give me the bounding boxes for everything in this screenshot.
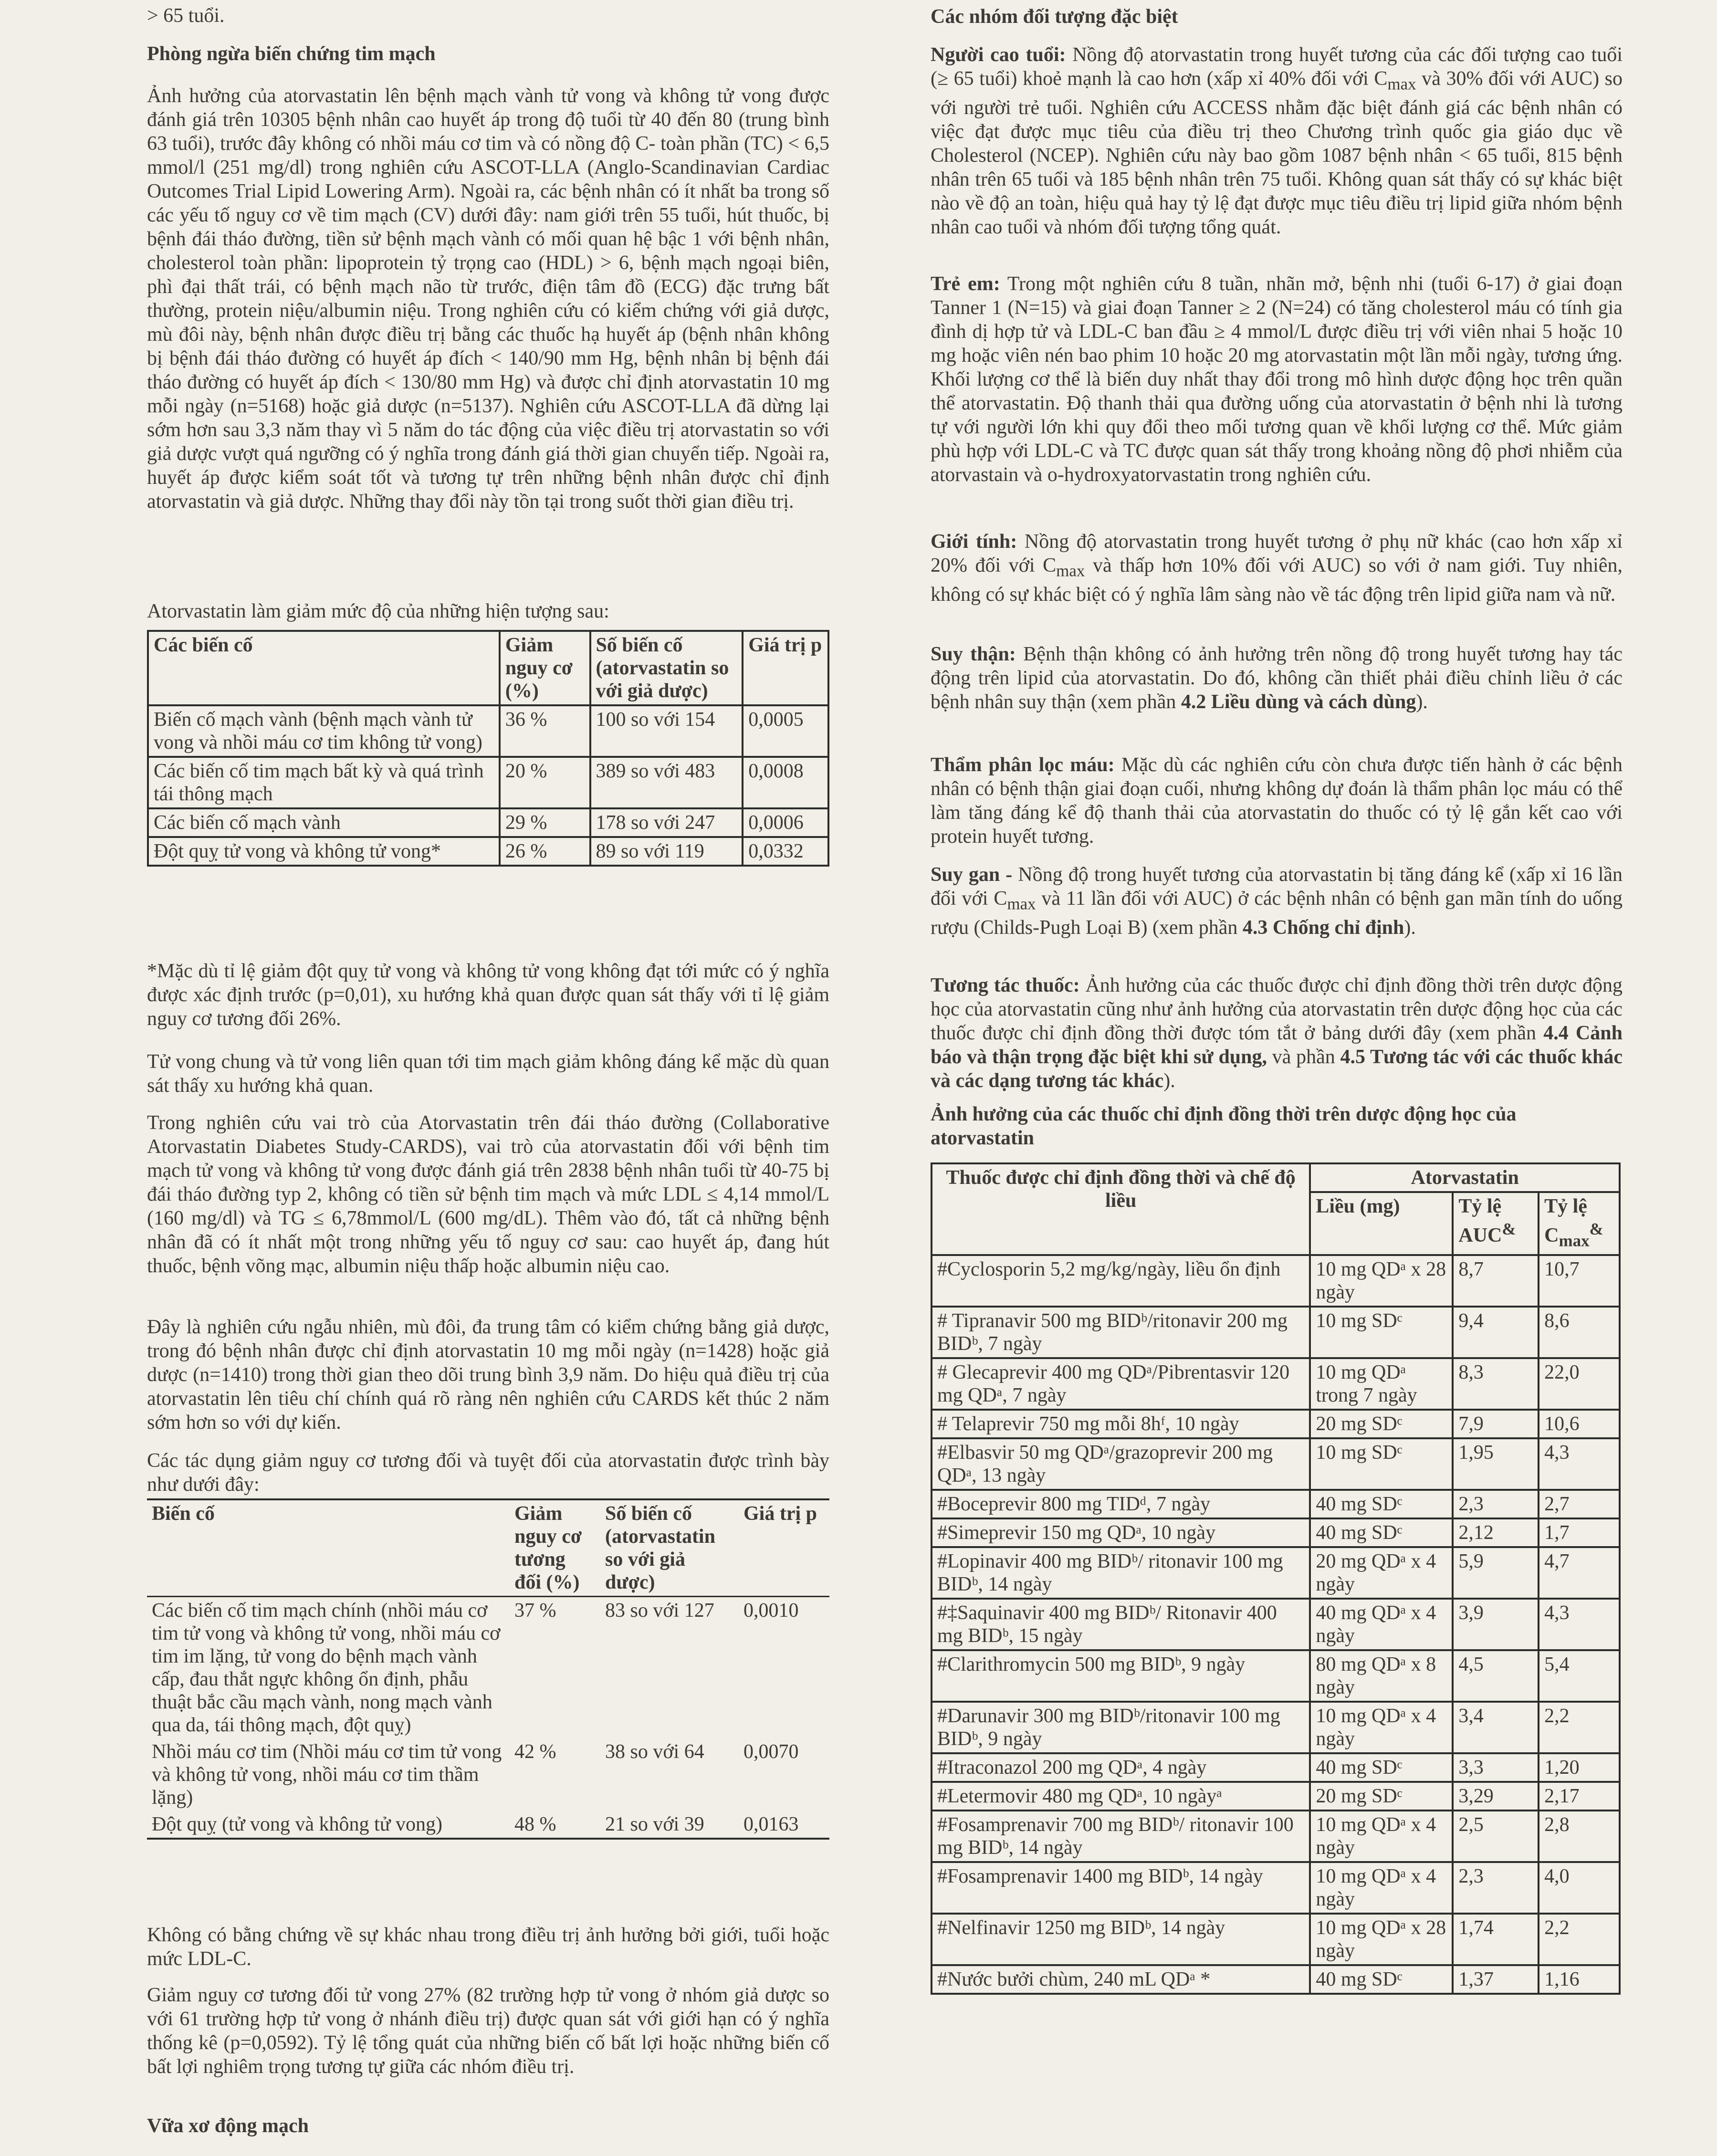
text-span: Mặc dù các nghiên cứu còn chưa được tiến hành ở các bệnh nhân có bệnh thận giai đoạn cuối, nhưng không dự đoán là thẩm phân lọc máu có thể làm tăng đáng kể độ thanh thải của atorvastatin do thuốc có tỷ lệ gắn kết cao với protein huyết tương. [931,754,1623,848]
table-cell: 29 % [500,808,590,837]
table-cell: 20 % [500,757,590,808]
label-sex: Giới tính: [931,531,1017,553]
table-header-cell: Giá trị p [743,631,828,705]
paragraph-mortality: Tử vong chung và tử vong liên quan tới tim mạch giảm không đáng kể mặc dù quan sát thấy xu hướng khả quan. [147,1051,829,1097]
cmax-ratio-cell: 1,20 [1539,1753,1620,1782]
auc-ratio-cell: 3,29 [1453,1782,1539,1811]
table-row [148,705,828,757]
label-hepatic: Suy gan - [931,864,1013,886]
auc-ratio-cell: 3,9 [1453,1599,1539,1650]
table-header-cell: Giảm nguy cơ tương đối (%) [514,1503,582,1593]
table-row [148,757,828,808]
paragraph-ascot: Ảnh hưởng của atorvastatin lên bệnh mạch vành tử vong và không tử vong được đánh giá trên 10305 bệnh nhân cao huyết áp trong độ tuổi từ 40 đến 80 (trung bình 63 tuổi), trước đây không có nhồi máu cơ tim và có nồng độ C- toàn phần (TC) < 6,5 mmol/l (251 mg/dl) trong nghiên cứu ASCOT-LLA (Anglo-Scandinavian Cardiac Outcomes Trial Lipid Lowering Arm). Ngoài ra, các bệnh nhân có ít nhất ba trong số các yếu tố nguy cơ về tim mạch (CV) dưới đây: nam giới trên 55 tuổi, hút thuốc, bị bệnh đái tháo đường, tiền sử bệnh mạch vành có mối quan hệ bậc 1 với bệnh nhân, cholesterol toàn phần: lipoprotein tỷ trọng cao (HDL) > 6, bệnh mạch ngoại biên, phì đại thất trái, có bệnh mạch não từ trước, điện tâm đồ (ECG) đặc trưng bất thường, protein niệu/albumin niệu. Trong nghiên cứu có kiểm chứng với giả dược, mù đôi này, bệnh nhân được điều trị bằng các thuốc hạ huyết áp (bệnh nhân không bị bệnh đái tháo đường có huyết áp đích < 140/90 mm Hg, bệnh nhân bị bệnh đái tháo đường có huyết áp đích < 130/80 mm Hg) và được chỉ định atorvastatin 10 mg mỗi ngày (n=5168) hoặc giả dược (n=5137). Nghiên cứu ASCOT-LLA đã dừng lại sớm hơn sau 3,3 năm thay vì 5 năm do tác động của việc điều trị atorvastatin so với giả dược vượt quá ngưỡng có ý nghĩa trong đánh giá thời gian chuyển tiếp. Ngoài ra, huyết áp được kiểm soát tốt và tương tự trên những bệnh nhân được chỉ định atorvastatin và giả dược. Những thay đổi này tồn tại trong suốt thời gian điều trị. [147,85,829,513]
table-cell: 48 % [514,1813,556,1835]
table-header-cmax [1539,1192,1620,1255]
cmax-ratio-cell: 2,2 [1539,1914,1620,1965]
auc-ratio-cell: 3,4 [1453,1702,1539,1753]
auc-ratio-cell: 2,3 [1453,1490,1539,1518]
cmax-ratio-cell: 2,7 [1539,1490,1620,1518]
table-cell: Các biến cố mạch vành [148,808,500,837]
cmax-ratio-cell: 1,16 [1539,1965,1620,1994]
drug-regimen-cell: #Simeprevir 150 mg QDᵃ, 10 ngày [932,1518,1310,1547]
text-span: và thấp hơn 10% đối với AUC) so với ở nam giới. Tuy nhiên, không có sự khác biệt có ý nghĩa lâm sàng nào về tác động trên lipid giữa nam và nữ. [931,555,1623,606]
paragraph-elderly [931,43,1623,239]
table-row [932,1358,1620,1410]
dose-cell: 10 mg SDᶜ [1310,1307,1453,1358]
drug-regimen-cell: #Fosamprenavir 700 mg BIDᵇ/ ritonavir 100 mg BIDᵇ, 14 ngày [932,1811,1310,1862]
table-row [932,1782,1620,1811]
dose-cell: 10 mg QDᵃ x 4 ngày [1310,1702,1453,1753]
table-header-auc [1453,1192,1539,1255]
table-row [932,1862,1620,1914]
table-cards-results [147,1498,829,1840]
drug-regimen-cell: #Fosamprenavir 1400 mg BIDᵇ, 14 ngày [932,1862,1310,1914]
table-row [147,1738,829,1811]
section-reference: 4.3 Chống chỉ định [1242,917,1404,939]
dose-cell: 20 mg SDᶜ [1310,1410,1453,1438]
paragraph-interactions [931,973,1623,1093]
table-cell: Đột quỵ (tử vong và không tử vong) [152,1813,442,1835]
cmax-ratio-cell: 4,7 [1539,1547,1620,1599]
subscript: max [1007,894,1036,913]
dose-cell: 20 mg QDᵃ x 4 ngày [1310,1547,1453,1599]
table-cell: 178 so với 247 [590,808,743,837]
dose-cell: 40 mg SDᶜ [1310,1518,1453,1547]
subscript: max [1387,74,1416,94]
auc-ratio-cell: 3,3 [1453,1753,1539,1782]
text-span: ). [1163,1070,1175,1092]
table-header-cell: Số biến cố (atorvastatin so với giả dược) [590,631,743,705]
table-cell: 36 % [500,705,590,757]
text-span: ). [1416,691,1428,713]
cmax-ratio-cell: 22,0 [1539,1358,1620,1410]
table-cell: 0,0005 [743,705,828,757]
auc-ratio-cell: 1,95 [1453,1438,1539,1490]
top-line: > 65 tuổi. [147,5,225,27]
table-row [932,1914,1620,1965]
table-row [932,1410,1620,1438]
text-span: Bệnh thận không có ảnh hưởng trên nồng độ trong huyết tương hay tác động trên lipid của atorvastatin. Do đó, không cần thiết phải điều chỉnh liều ở các bệnh nhân suy thận (xem phần [931,643,1623,713]
paragraph-cards: Trong nghiên cứu vai trò của Atorvastatin trên đái tháo đường (Collaborative Atorvastatin Diabetes Study-CARDS), vai trò của atorvastatin đối với bệnh tim mạch tử vong và không tử vong được đánh giá trên 2838 bệnh nhân tuổi từ 40-75 bị đái tháo đường typ 2, không có tiền sử bệnh tim mạch và mức LDL ≤ 4,14 mmol/L (160 mg/dl) và TG ≤ 6,78mmol/L (600 mg/dL). Thêm vào đó, tất cả những bệnh nhân đã có ít nhất một trong những yếu tố nguy cơ sau: cao huyết áp, đang hút thuốc, bệnh võng mạc, albumin niệu thấp hoặc albumin niệu cao. [147,1112,829,1277]
dose-cell: 10 mg QDᵃ x 28 ngày [1310,1914,1453,1965]
drug-regimen-cell: #Nelfinavir 1250 mg BIDᵇ, 14 ngày [932,1914,1310,1965]
drug-regimen-cell: #Lopinavir 400 mg BIDᵇ/ ritonavir 100 mg BIDᵇ, 14 ngày [932,1547,1310,1599]
text-span: ). [1404,917,1416,939]
dose-cell: 40 mg SDᶜ [1310,1965,1453,1994]
table-cell: 0,0006 [743,808,828,837]
table-row [932,1965,1620,1994]
table-cell: 26 % [500,837,590,866]
table-drug-interactions [931,1162,1621,1995]
label-children: Trẻ em: [931,273,1000,295]
table-cell: 89 so với 119 [590,837,743,866]
drug-regimen-cell: #Nước bưởi chùm, 240 mL QDᵃ * [932,1965,1310,1994]
auc-ratio-cell: 8,3 [1453,1358,1539,1410]
drug-regimen-cell: #‡Saquinavir 400 mg BIDᵇ/ Ritonavir 400 mg BIDᵇ, 15 ngày [932,1599,1310,1650]
paragraph-randomized: Đây là nghiên cứu ngẫu nhiên, mù đôi, đa trung tâm có kiểm chứng bằng giả dược, trong đó bệnh nhân được chỉ định atorvastatin 10 mg mỗi ngày (n=1428) hoặc giả dược (n=1410) trong thời gian theo dõi trung bình 3,9 năm. Do hiệu quả điều trị của atorvastatin lên tiêu chí chính quá rõ ràng nên nghiên cứu CARDS kết thúc 2 năm sớm hơn so với dự kiến. [147,1316,829,1434]
dose-cell: 80 mg QDᵃ x 8 ngày [1310,1650,1453,1702]
table-cell: 37 % [514,1600,556,1622]
paragraph-renal [931,642,1623,714]
table-row [932,1599,1620,1650]
table-row [147,1597,829,1739]
table-cell: 0,0010 [743,1600,799,1622]
table-row [932,1438,1620,1490]
table-header-cell: Giảm nguy cơ (%) [500,631,590,705]
drug-regimen-cell: # Tipranavir 500 mg BIDᵇ/ritonavir 200 mg BIDᵇ, 7 ngày [932,1307,1310,1358]
header-text: Tỷ lệ AUC [1458,1195,1502,1246]
table-cell: 0,0008 [743,757,828,808]
table-cell: Các biến cố tim mạch chính (nhồi máu cơ tim tử vong và không tử vong, nhồi máu cơ tim im lặng, tử vong do bệnh mạch vành cấp, đau thắt ngực không ổn định, phẫu thuật bắc cầu mạch vành, nong mạch vành qua da, tái thông mạch, đột quỵ) [152,1600,501,1736]
auc-ratio-cell: 9,4 [1453,1307,1539,1358]
table-header-row [932,1163,1620,1192]
table-header-cell: Số biến cố (atorvastatin so với giả dược) [605,1503,715,1593]
section-reference: 4.4 Cảnh báo và thận trọng đặc biệt khi sử dụng, [931,1022,1623,1068]
dose-cell: 20 mg SDᶜ [1310,1782,1453,1811]
table-cell: 0,0163 [743,1813,799,1835]
text-span: Trong một nghiên cứu 8 tuần, nhãn mở, bệnh nhi (tuổi 6-17) ở giai đoạn Tanner 1 (N=15) và giai đoạn Tanner ≥ 2 (N=24) có tăng cholesterol máu có tính gia đình dị hợp tử và LDL-C ban đầu ≥ 4 mmol/L được điều trị với viên nhai 5 hoặc 10 mg hoặc viên nén bao phim 10 hoặc 20 mg atorvastatin một lần mỗi ngày, tương ứng. Khối lượng cơ thể là biến duy nhất thay đổi trong mô hình dược động học trên quần thể atorvastatin. Độ thanh thải qua đường uống của atorvastatin ở bệnh nhi là tương tự với người lớn khi quy đổi theo mối tương quan về khối lượng cơ thể. Mức giảm phù hợp với LDL-C và TC được quan sát thấy trong khoảng nồng độ phơi nhiễm của atorvastain và o-hydroxyatorvastatin trong nghiên cứu. [931,273,1623,486]
auc-ratio-cell: 2,12 [1453,1518,1539,1547]
cmax-ratio-cell: 5,4 [1539,1650,1620,1702]
auc-ratio-cell: 2,3 [1453,1862,1539,1914]
auc-ratio-cell: 7,9 [1453,1410,1539,1438]
table-header-cell: Giá trị p [743,1503,817,1525]
paragraph-no-difference: Không có bằng chứng về sự khác nhau trong điều trị ảnh hưởng bởi giới, tuổi hoặc mức LDL-C. [147,1924,829,1970]
table-header-dose: Liều (mg) [1310,1192,1453,1255]
section-heading-athero: Vữa xơ động mạch [147,2115,309,2137]
table-row [148,808,828,837]
dose-cell: 10 mg QDᵃ x 28 ngày [1310,1255,1453,1307]
section-heading-cardio: Phòng ngừa biến chứng tim mạch [147,43,436,65]
section-reference: 4.5 Tương tác với các thuốc khác và các dạng tương tác khác [931,1046,1623,1092]
cmax-ratio-cell: 8,6 [1539,1307,1620,1358]
table-row [932,1255,1620,1307]
dose-cell: 10 mg SDᶜ [1310,1438,1453,1490]
table-cell: 83 so với 127 [605,1600,714,1622]
table-cell: Các biến cố tim mạch bất kỳ và quá trình tái thông mạch [148,757,500,808]
drug-regimen-cell: # Glecaprevir 400 mg QDᵃ/Pibrentasvir 120 mg QDᵃ, 7 ngày [932,1358,1310,1410]
table-ascot-results [147,630,829,867]
cmax-ratio-cell: 2,8 [1539,1811,1620,1862]
table-heading-interactions: Ảnh hưởng của các thuốc chỉ định đồng thời trên dược động học của atorvastatin [931,1103,1517,1149]
table-header-cell: Biến cố [152,1503,215,1525]
table-cell: Nhồi máu cơ tim (Nhồi máu cơ tim tử vong và không tử vong, nhồi máu cơ tim thầm lặng) [152,1741,502,1809]
paragraph-children [931,272,1623,487]
table-body [932,1255,1620,1994]
table-row [932,1490,1620,1518]
table-header-drug: Thuốc được chỉ định đồng thời và chế độ liều [932,1163,1310,1255]
text-span: và 11 lần đối với AUC) ở các bệnh nhân có bệnh gan mãn tính do uống rượu (Childs-Pugh Loại B) (xem phần [931,888,1623,939]
table-cell: 0,0070 [743,1741,799,1763]
text-span: và 30% đối với AUC) so với người trẻ tuổi. Nghiên cứu ACCESS nhằm đặc biệt đánh giá các bệnh nhân có việc đạt được mục tiêu của điều trị theo Chương trình quốc gia giáo dục về Cholesterol (NCEP). Nghiên cứu này bao gồm 1087 bệnh nhân < 65 tuổi, 815 bệnh nhân trên 65 tuổi và 185 bệnh nhân trên 75 tuổi. Không quan sát thấy có sự khác biệt nào về độ an toàn, hiệu quả hay tỷ lệ đạt được mục tiêu điều trị lipid giữa nhóm bệnh nhân cao tuổi và nhóm đối tượng tổng quát. [931,68,1623,239]
auc-ratio-cell: 5,9 [1453,1547,1539,1599]
table-cell: 38 so với 64 [605,1741,704,1763]
label-elderly: Người cao tuổi: [931,44,1066,66]
superscript: & [1502,1220,1516,1238]
drug-regimen-cell: # Telaprevir 750 mg mỗi 8hᶠ, 10 ngày [932,1410,1310,1438]
drug-regimen-cell: #Clarithromycin 500 mg BIDᵇ, 9 ngày [932,1650,1310,1702]
table-row [932,1547,1620,1599]
table-cell: 389 so với 483 [590,757,743,808]
table1-intro: Atorvastatin làm giảm mức độ của những hiện tượng sau: [147,600,609,622]
table-row [932,1518,1620,1547]
table-row [932,1307,1620,1358]
dose-cell: 10 mg QDᵃ trong 7 ngày [1310,1358,1453,1410]
dose-cell: 40 mg QDᵃ x 4 ngày [1310,1599,1453,1650]
drug-regimen-cell: #Darunavir 300 mg BIDᵇ/ritonavir 100 mg BIDᵇ, 9 ngày [932,1702,1310,1753]
label-interactions: Tương tác thuốc: [931,974,1080,996]
table-header-atorvastatin: Atorvastatin [1310,1163,1620,1192]
drug-regimen-cell: #Letermovir 480 mg QDᵃ, 10 ngàyᵃ [932,1782,1310,1811]
superscript: & [1589,1220,1603,1238]
dose-cell: 10 mg QDᵃ x 4 ngày [1310,1811,1453,1862]
drug-regimen-cell: #Itraconazol 200 mg QDᵃ, 4 ngày [932,1753,1310,1782]
cmax-ratio-cell: 4,3 [1539,1438,1620,1490]
cmax-ratio-cell: 10,7 [1539,1255,1620,1307]
table-cell: 100 so với 154 [590,705,743,757]
auc-ratio-cell: 2,5 [1453,1811,1539,1862]
header-text: Tỷ lệ C [1544,1195,1587,1246]
table-row [148,837,828,866]
paragraph-dialysis [931,753,1623,848]
cmax-ratio-cell: 4,3 [1539,1599,1620,1650]
cmax-ratio-cell: 10,6 [1539,1410,1620,1438]
table-header-cell: Các biến cố [148,631,500,705]
table-header-row [148,631,828,705]
auc-ratio-cell: 4,5 [1453,1650,1539,1702]
dose-cell: 40 mg SDᶜ [1310,1490,1453,1518]
subscript: max [1056,561,1085,580]
table-row [147,1811,829,1839]
paragraph-death: Giảm nguy cơ tương đối tử vong 27% (82 trường hợp tử vong ở nhóm giả dược so với 61 trường hợp tử vong ở nhánh điều trị) được quan sát với giới hạn có ý nghĩa thống kê (p=0,0592). Tỷ lệ tổng quát của những biến cố bất lợi hoặc những biến cố bất lợi nghiêm trọng tương tự giữa các nhóm điều trị. [147,1984,829,2078]
dose-cell: 10 mg QDᵃ x 4 ngày [1310,1862,1453,1914]
table2-intro: Các tác dụng giảm nguy cơ tương đối và tuyệt đối của atorvastatin được trình bày như dưới đây: [147,1450,829,1496]
cmax-ratio-cell: 2,17 [1539,1782,1620,1811]
drug-regimen-cell: #Cyclosporin 5,2 mg/kg/ngày, liều ổn định [932,1255,1310,1307]
dose-cell: 40 mg SDᶜ [1310,1753,1453,1782]
text-span: Nồng độ atorvastatin trong huyết tương ở phụ nữ khác (cao hơn xấp xỉ 20% đối với C [931,531,1623,576]
table-row [932,1702,1620,1753]
table-cell: 21 so với 39 [605,1813,704,1835]
paragraph-sex [931,530,1623,607]
table-header-row [147,1499,829,1597]
drug-regimen-cell: #Elbasvir 50 mg QDᵃ/grazoprevir 200 mg QDᵃ, 13 ngày [932,1438,1310,1490]
table-cell: 0,0332 [743,837,828,866]
label-renal: Suy thận: [931,643,1016,665]
table-cell: Đột quỵ tử vong và không tử vong* [148,837,500,866]
text-span: Nồng độ atorvastatin trong huyết tương của các đối tượng cao tuổi (≥ 65 tuổi) khoẻ mạnh là cao hơn (xấp xỉ 40% đối với C [931,44,1623,90]
table-cell: 42 % [514,1741,556,1763]
cmax-ratio-cell: 1,7 [1539,1518,1620,1547]
table-row [932,1753,1620,1782]
table-row [932,1650,1620,1702]
cmax-ratio-cell: 4,0 [1539,1862,1620,1914]
table-cell: Biến cố mạch vành (bệnh mạch vành tử vong và nhồi máu cơ tim không tử vong) [148,705,500,757]
cmax-ratio-cell: 2,2 [1539,1702,1620,1753]
text-span: Ảnh hưởng của các thuốc được chỉ định đồng thời trên dược động học của atorvastatin cũng như ảnh hưởng của atorvastatin trên dược động học của các thuốc được chỉ định đồng thời được tóm tắt ở bảng dưới đây (xem phần [931,974,1623,1044]
subscript: max [1559,1231,1590,1250]
drug-regimen-cell: #Boceprevir 800 mg TIDᵈ, 7 ngày [932,1490,1310,1518]
auc-ratio-cell: 1,74 [1453,1914,1539,1965]
table-row [932,1811,1620,1862]
paragraph-hepatic [931,863,1623,940]
text-span: và phần [1267,1046,1340,1068]
auc-ratio-cell: 1,37 [1453,1965,1539,1994]
section-reference: 4.2 Liều dùng và cách dùng [1181,691,1416,713]
auc-ratio-cell: 8,7 [1453,1255,1539,1307]
text-span: Nồng độ trong huyết tương của atorvastatin bị tăng đáng kể (xấp xỉ 16 lần đối với C [931,864,1623,910]
footnote-stroke: *Mặc dù tỉ lệ giảm đột quỵ tử vong và không tử vong không đạt tới mức có ý nghĩa được xác định trước (p=0,01), xu hướng khả quan được quan sát thấy với tỉ lệ giảm nguy cơ tương đối 26%. [147,960,829,1030]
label-dialysis: Thẩm phân lọc máu: [931,754,1115,776]
section-heading-special: Các nhóm đối tượng đặc biệt [931,6,1178,28]
